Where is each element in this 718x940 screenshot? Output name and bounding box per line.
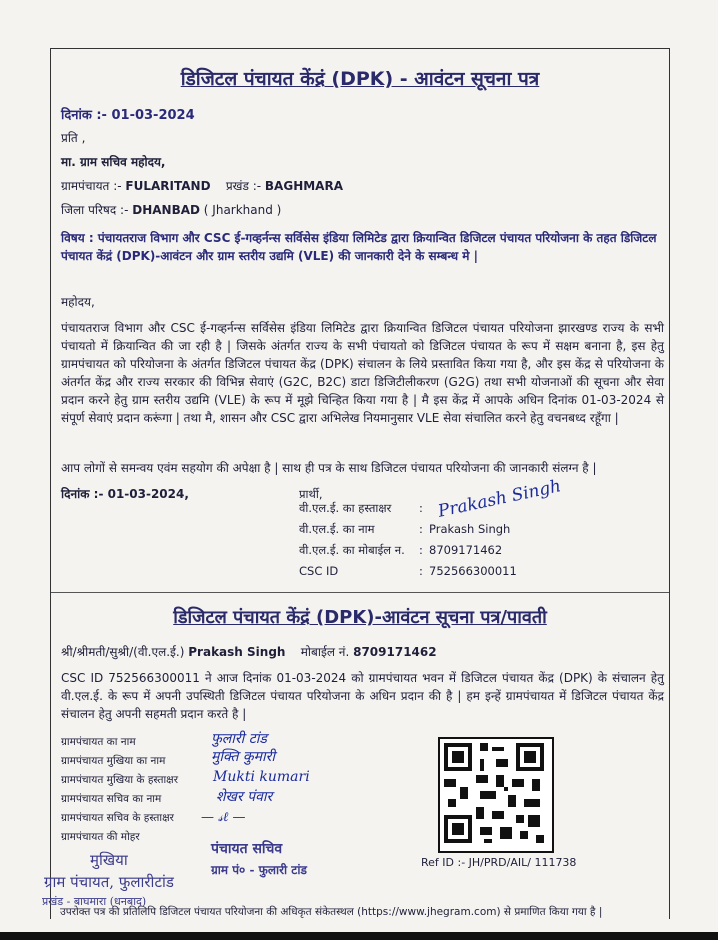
block-value: BAGHMARA (264, 179, 343, 193)
date-line-2: दिनांक :- 01-03-2024, (61, 487, 189, 501)
body-paragraph: पंचायतराज विभाग और CSC ई-गव्हर्नन्स सर्विसेस इंडिया लिमिटेड द्वारा क्रियान्वित डिजिटल पंचायत परियोजना झारखण्ड राज्य के सभी पंचायतो में क्रियान्वित की जा रही है | जिसके अंतर्गत राज्य के सभी पंचायतो को डिजिटल पंचायत के रूप में सक्षम बनाना है, इस हेतु ग्रामपंचायत को परियोजना के अंतर्गत डिजिटल पंचायत केंद्र (DPK) संचालन के लिये प्रस्तावित किया गया है, और इस केंद्र से परियोजना के अंतर्गत केंद्र और राज्य सरकार की विभिन्न सेवाएं (G2C, B2C) डाटा डिजिटीलीकरण (G2G) तथा सभी योजनाओं की सूचना और सेवा प्रदान करने हेतु ग्राम स्तरीय उद्यमि (VLE) के रूप में मूझे चिन्हित किया गया है | मै इस केंद्र में आपके अधिन दिनांक 01-03-2024 से संपूर्ण सेवाएं प्रदान करूंगा | तथा मै, शासन और CSC द्वारा अभिलेख नियमानुसार VLE सेवा संचालित करने हेतु वचनबध्द रहूँगा | (61, 321, 664, 425)
qr-code (438, 737, 554, 853)
sachiv-stamp: पंचायत सचिव (211, 841, 283, 857)
state-value: ( Jharkhand ) (203, 203, 282, 217)
gp-value: FULARITAND (125, 179, 211, 193)
district-label: जिला परिषद :- (61, 203, 129, 217)
scan-bottom-edge (0, 932, 718, 940)
vle-line (61, 643, 437, 661)
gram-stamp: ग्राम पं० - फुलारी टांड (211, 863, 307, 877)
vle-mobile-row: वी.एल.ई. का मोबाईल न. : 8709171462 (299, 543, 517, 564)
vle-mobile-label: वी.एल.ई. का मोबाईल न. (299, 543, 405, 557)
vle-line-name: Prakash Singh (188, 645, 286, 659)
gp-block-line (61, 177, 343, 195)
vle-name-row: वी.एल.ई. का नाम : Prakash Singh (299, 522, 517, 543)
csc-id-value: 752566300011 (429, 564, 517, 578)
vle-name-value: Prakash Singh (429, 522, 511, 536)
hand-mukhiya-name: मुक्ति कुमारी (211, 749, 276, 765)
applicant-label: प्रार्थी, (299, 487, 323, 501)
vle-mobile-value: 8709171462 (429, 543, 503, 557)
hand-mukhiya-sign: Mukti kumari (213, 769, 310, 785)
gp-seal-stamp: ग्राम पंचायत, फुलारीटांड (44, 873, 174, 891)
hand-sachiv-name: शेखर पंवार (216, 789, 273, 805)
hand-gp-name: फुलारी टांड (211, 731, 267, 747)
letter-title: डिजिटल पंचायत केंद्रं (DPK) - आवंटन सूचना पत्र (180, 68, 540, 90)
gp-field-name: ग्रामपंचायत का नाम (61, 736, 136, 748)
district-value: DHANBAD (132, 203, 200, 217)
vle-details (299, 501, 517, 585)
letter-date: दिनांक :- 01-03-2024 (61, 108, 195, 123)
csc-id-row: CSC ID : 752566300011 (299, 564, 517, 585)
vle-signature: Prakash Singh (436, 476, 563, 522)
gp-field-sachiv-sign: ग्रामपंचायत सचिव के हस्ताक्षर (61, 812, 174, 824)
section-divider (51, 592, 669, 593)
subject: विषय : पंचायतराज विभाग और CSC ई-गव्हर्नन्स सर्विसेस इंडिया लिमिटेड द्वारा क्रियान्वित डिजिटल पंचायत परियोजना के तहत डिजिटल पंचायत केंद्रं (DPK)-आवंटन और ग्राम स्तरीय उद्यमि (VLE) की जानकारी देने के सम्बन्ध मे | (61, 231, 657, 263)
salutation: महोदय, (61, 295, 95, 309)
vle-sig-label: वी.एल.ई. का हस्ताक्षर (299, 501, 392, 515)
gp-field-mukhiya-name: ग्रामपंचायत मुखिया का नाम (61, 755, 166, 767)
block-label: प्रखंड :- (225, 179, 262, 193)
footer-note: उपरोक्त पत्र की प्रतिलिपि डिजिटल पंचायत परियोजना की अधिकृत संकेतस्थल (https://www.jhegram.com) से प्रमाणित किया गया है | (60, 906, 603, 918)
ref-id: Ref ID :- JH/PRD/AIL/ 111738 (421, 856, 577, 869)
mobile-value: 8709171462 (353, 645, 437, 659)
gp-label: ग्रामपंचायत :- (61, 179, 122, 193)
addressee: मा. ग्राम सचिव महोदय, (61, 155, 166, 169)
letter-sheet (50, 48, 670, 919)
mukhiya-stamp: मुखिया (90, 851, 128, 869)
block-seal-stamp: प्रखंड - बाघमारा (धनबाद) (42, 895, 147, 908)
receipt-paragraph: CSC ID 752566300011 ने आज दिनांक 01-03-2024 को ग्रामपंचायत भवन में डिजिटल पंचायत केंद्र (DPK) के संचालन हेतु वी.एल.ई. के रूप में अपनी उपस्थिती डिजिटल पंचायत परियोजना के अधिन प्रदान की है | हम इन्हें ग्रामपंचायत में डिजिटल पंचायत केंद्र संचालन हेतु अपनी सहमती प्रदान करते है | (61, 671, 664, 721)
gp-field-sachiv-name: ग्रामपंचायत सचिव का नाम (61, 793, 162, 805)
district-line (61, 201, 281, 219)
cooperation-line: आप लोगों से समन्वय एवंम सहयोग की अपेक्षा है | साथ ही पत्र के साथ डिजिटल पंचायत परियोजना की जानकारी संलग्न है | (61, 461, 597, 475)
gp-field-seal: ग्रामपंचायत की मोहर (61, 831, 140, 843)
receipt-title: डिजिटल पंचायत केंद्रं (DPK)-आवंटन सूचना पत्र/पावती (173, 607, 547, 628)
vle-name-label: वी.एल.ई. का नाम (299, 522, 375, 536)
mobile-label: मोबाईल नं. (300, 645, 350, 659)
hand-sachiv-sign: — 𝓈ℓ — (201, 810, 246, 825)
gp-fields (61, 735, 178, 849)
gp-field-mukhiya-sign: ग्रामपंचायत मुखिया के हस्ताक्षर (61, 774, 179, 786)
vle-line-label: श्री/श्रीमती/सुश्री/(वी.एल.ई.) (61, 645, 185, 659)
vle-sig-row: वी.एल.ई. का हस्ताक्षर : (299, 501, 517, 522)
to-line: प्रति , (61, 131, 86, 145)
csc-id-label: CSC ID (299, 564, 339, 578)
